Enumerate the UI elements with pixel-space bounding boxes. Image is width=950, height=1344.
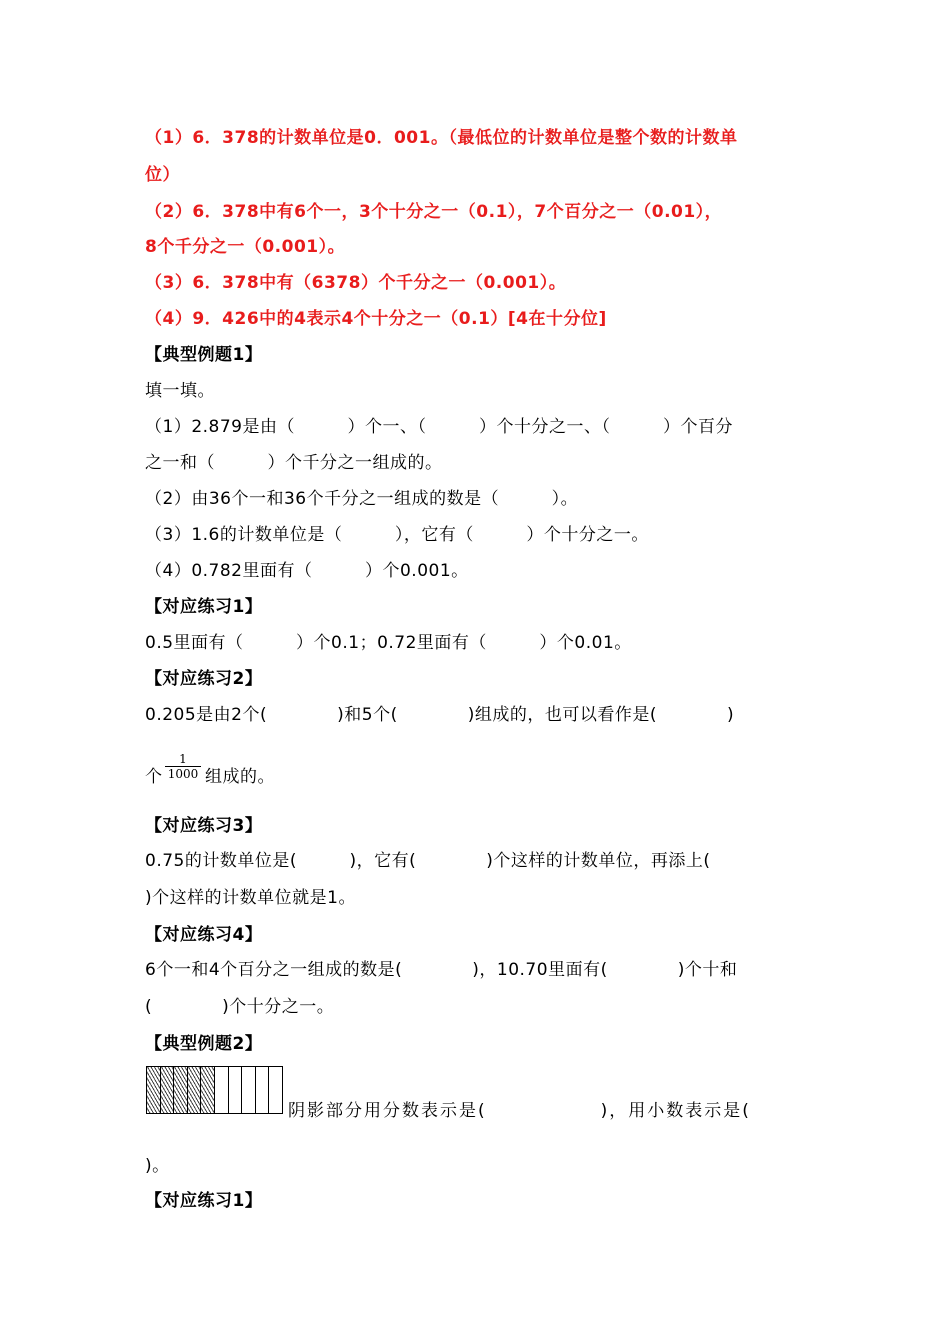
fraction-one-thousandth <box>165 752 201 781</box>
practice4-heading: 【对应练习4】 <box>145 925 263 945</box>
example1-q1a: （1）2.879是由（ ）个一、（ ）个十分之一、（ ）个百分 <box>145 417 733 437</box>
fraction-denominator: 1000 <box>165 766 201 781</box>
empty-cell <box>229 1067 243 1113</box>
practice4-text-b: ( )个十分之一。 <box>145 997 335 1017</box>
practice1-heading: 【对应练习1】 <box>145 597 263 617</box>
practice3-text-b: )个这样的计数单位就是1。 <box>145 888 356 908</box>
empty-cell <box>242 1067 256 1113</box>
example1-q2: （2）由36个一和36个千分之一组成的数是（ ）。 <box>145 489 579 509</box>
practice2-text-a: 0.205是由2个( )和5个( )组成的，也可以看作是( ) <box>145 705 735 725</box>
practice2-text-b-prefix: 个 <box>145 767 163 787</box>
practice1-text: 0.5里面有（ ）个0.1；0.72里面有（ ）个0.01。 <box>145 633 632 653</box>
red-note-1a: （1）6．378的计数单位是0．001。（最低位的计数单位是整个数的计数单 <box>145 128 738 148</box>
example1-intro: 填一填。 <box>145 381 215 401</box>
shaded-cell <box>161 1067 175 1113</box>
red-note-2b: 8个千分之一（0.001）。 <box>145 237 346 257</box>
example1-q3: （3）1.6的计数单位是（ ），它有（ ）个十分之一。 <box>145 525 649 545</box>
example1-q1b: 之一和（ ）个千分之一组成的。 <box>145 453 443 473</box>
example2-text-b: )。 <box>145 1156 170 1176</box>
red-note-3: （3）6．378中有（6378）个千分之一（0.001）。 <box>145 273 567 293</box>
practice2-heading: 【对应练习2】 <box>145 669 263 689</box>
shaded-cell <box>201 1067 215 1113</box>
red-note-1b: 位） <box>145 165 180 185</box>
example1-heading: 【典型例题1】 <box>145 345 263 365</box>
shaded-cell <box>174 1067 188 1113</box>
practice3-text-a: 0.75的计数单位是( )，它有( )个这样的计数单位，再添上( <box>145 851 711 871</box>
red-note-2a: （2）6．378中有6个一，3个十分之一（0.1），7个百分之一（0.01）， <box>145 202 723 222</box>
empty-cell <box>256 1067 270 1113</box>
practice3-heading: 【对应练习3】 <box>145 816 263 836</box>
example2-text-a: 阴影部分用分数表示是( )，用小数表示是( <box>288 1101 751 1121</box>
red-note-4: （4）9．426中的4表示4个十分之一（0.1）[4在十分位] <box>145 309 607 329</box>
shaded-fraction-diagram <box>146 1066 283 1114</box>
practice4-text-a: 6个一和4个百分之一组成的数是( )，10.70里面有( )个十和 <box>145 960 738 980</box>
shaded-cell <box>147 1067 161 1113</box>
shaded-cell <box>188 1067 202 1113</box>
fraction-numerator: 1 <box>179 752 187 766</box>
empty-cell <box>269 1067 282 1113</box>
practice2-text-b-suffix: 组成的。 <box>205 767 275 787</box>
example1-q4: （4）0.782里面有（ ）个0.001。 <box>145 561 469 581</box>
example2-heading: 【典型例题2】 <box>145 1034 263 1054</box>
practice1b-heading: 【对应练习1】 <box>145 1191 263 1211</box>
empty-cell <box>215 1067 229 1113</box>
